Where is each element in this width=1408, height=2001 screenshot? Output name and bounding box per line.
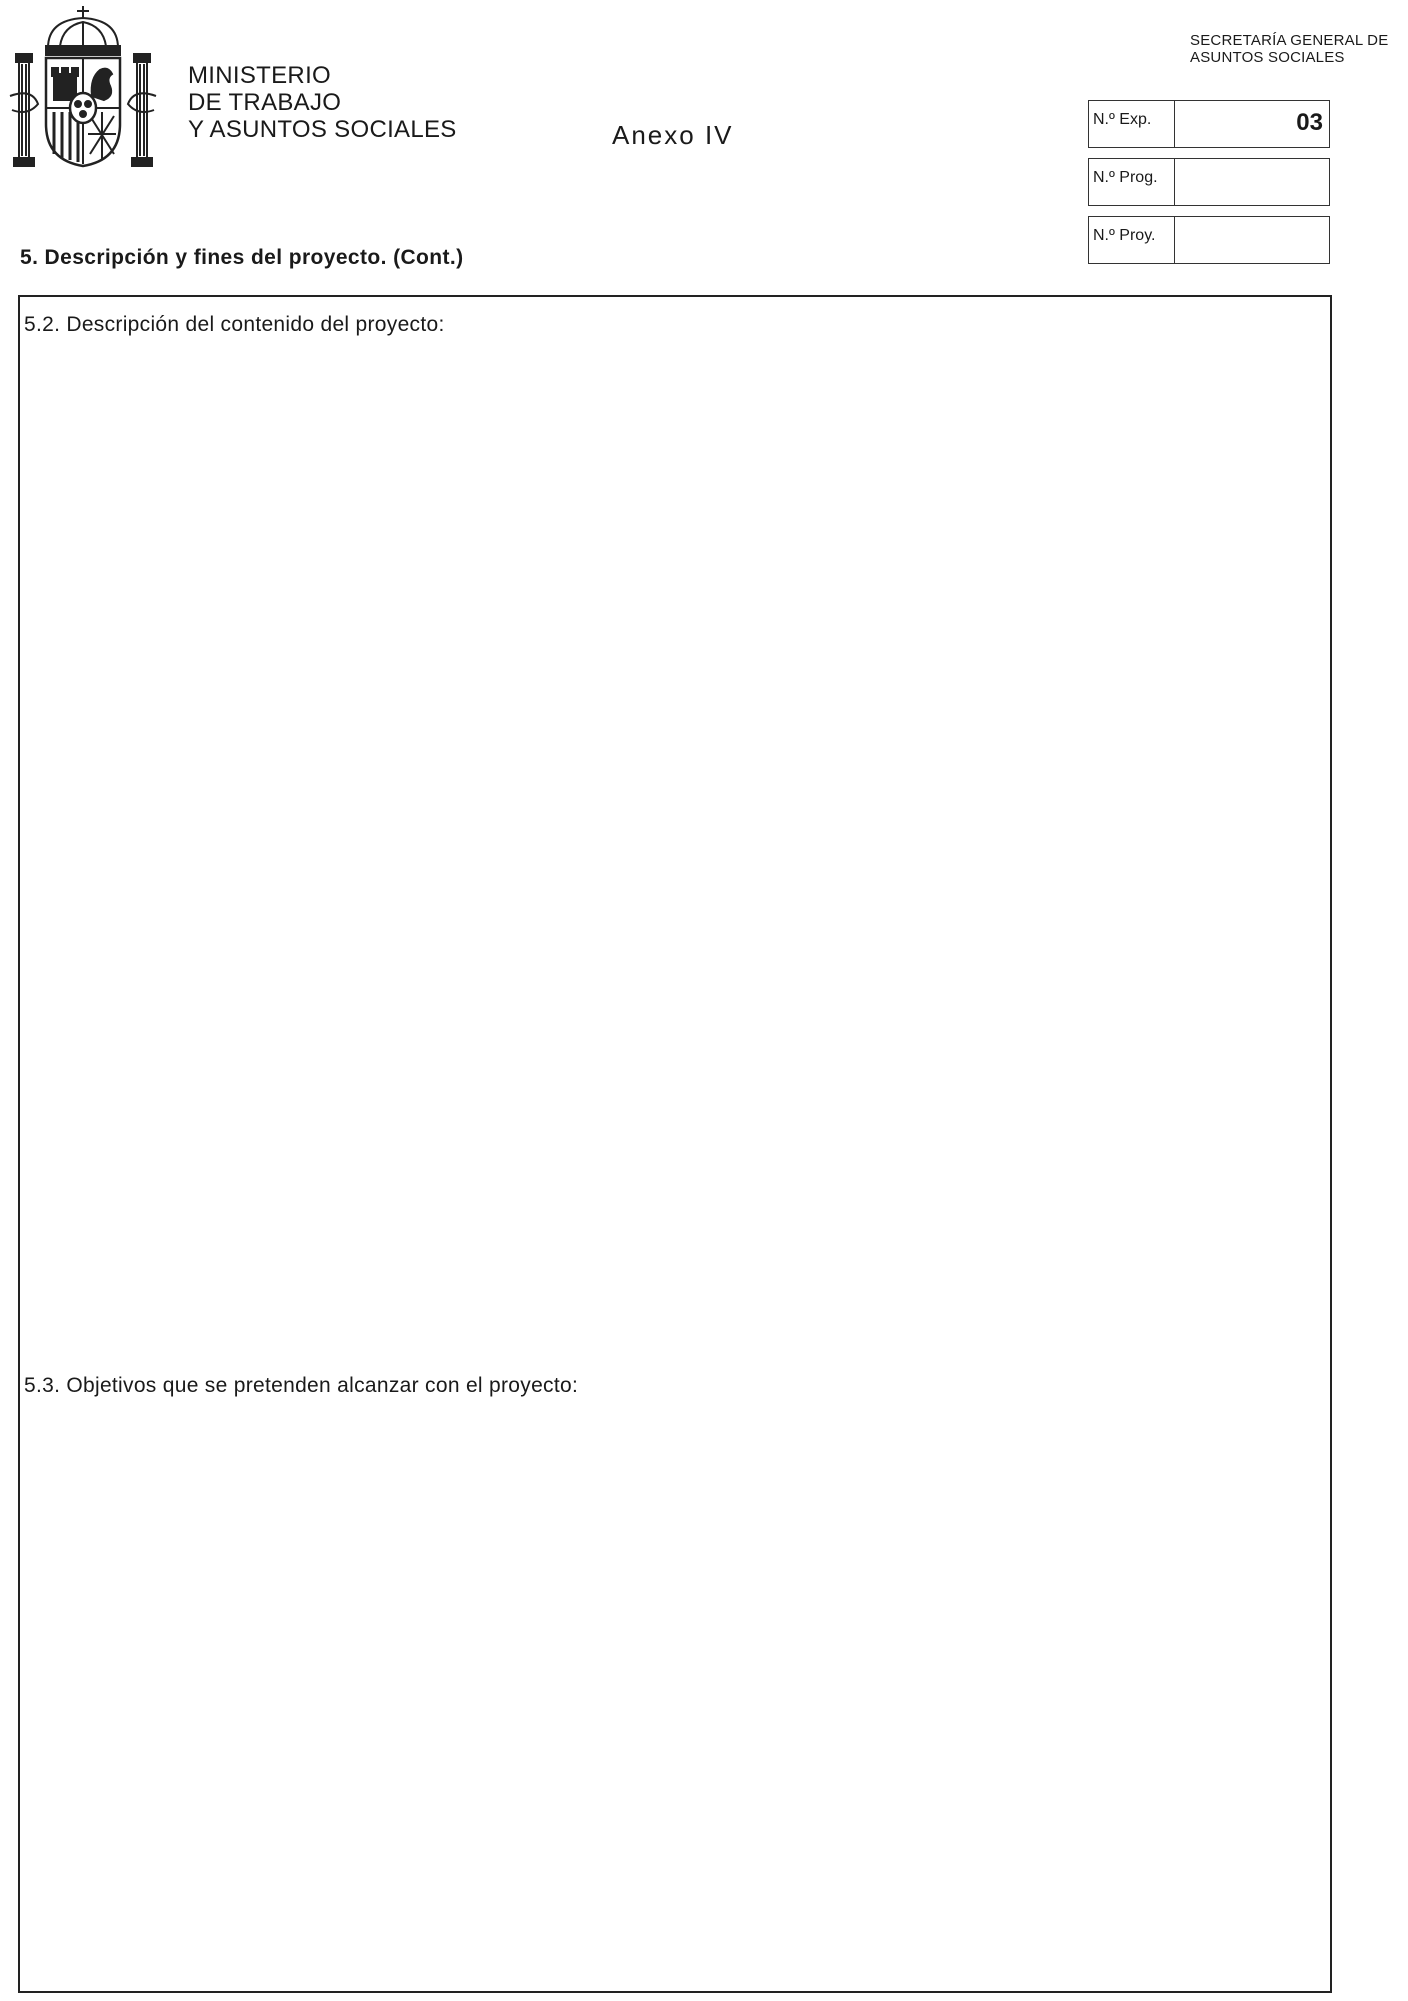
- secretaria-name: [1190, 32, 1388, 66]
- prog-number-label: N.º Prog.: [1089, 159, 1175, 205]
- secretaria-line-2: ASUNTOS SOCIALES: [1190, 49, 1345, 66]
- exp-number-value[interactable]: 03: [1296, 109, 1323, 136]
- ministry-name: [188, 62, 457, 143]
- section-title: 5. Descripción y fines del proyecto. (Cont.): [20, 246, 464, 269]
- subsection-5-3-label: 5.3. Objetivos que se pretenden alcanzar con el proyecto:: [24, 1374, 579, 1397]
- ministry-line-2: DE TRABAJO: [188, 89, 342, 116]
- ministry-line-1: MINISTERIO: [188, 62, 332, 89]
- exp-number-box[interactable]: [1088, 100, 1330, 148]
- exp-number-label: N.º Exp.: [1089, 101, 1175, 147]
- secretaria-line-1: SECRETARÍA GENERAL DE: [1190, 32, 1389, 49]
- proy-number-box[interactable]: [1088, 216, 1330, 264]
- project-objectives-field[interactable]: [22, 1402, 1328, 1988]
- ministry-line-3: Y ASUNTOS SOCIALES: [188, 116, 457, 143]
- proy-number-value[interactable]: [1175, 217, 1329, 263]
- subsection-5-2-label: 5.2. Descripción del contenido del proyecto:: [24, 313, 445, 336]
- coat-of-arms-icon: [8, 4, 158, 172]
- annex-title: Anexo IV: [612, 120, 734, 150]
- prog-number-value[interactable]: [1175, 159, 1329, 205]
- prog-number-box[interactable]: [1088, 158, 1330, 206]
- proy-number-label: N.º Proy.: [1089, 217, 1175, 263]
- project-content-description-field[interactable]: [22, 340, 1328, 1360]
